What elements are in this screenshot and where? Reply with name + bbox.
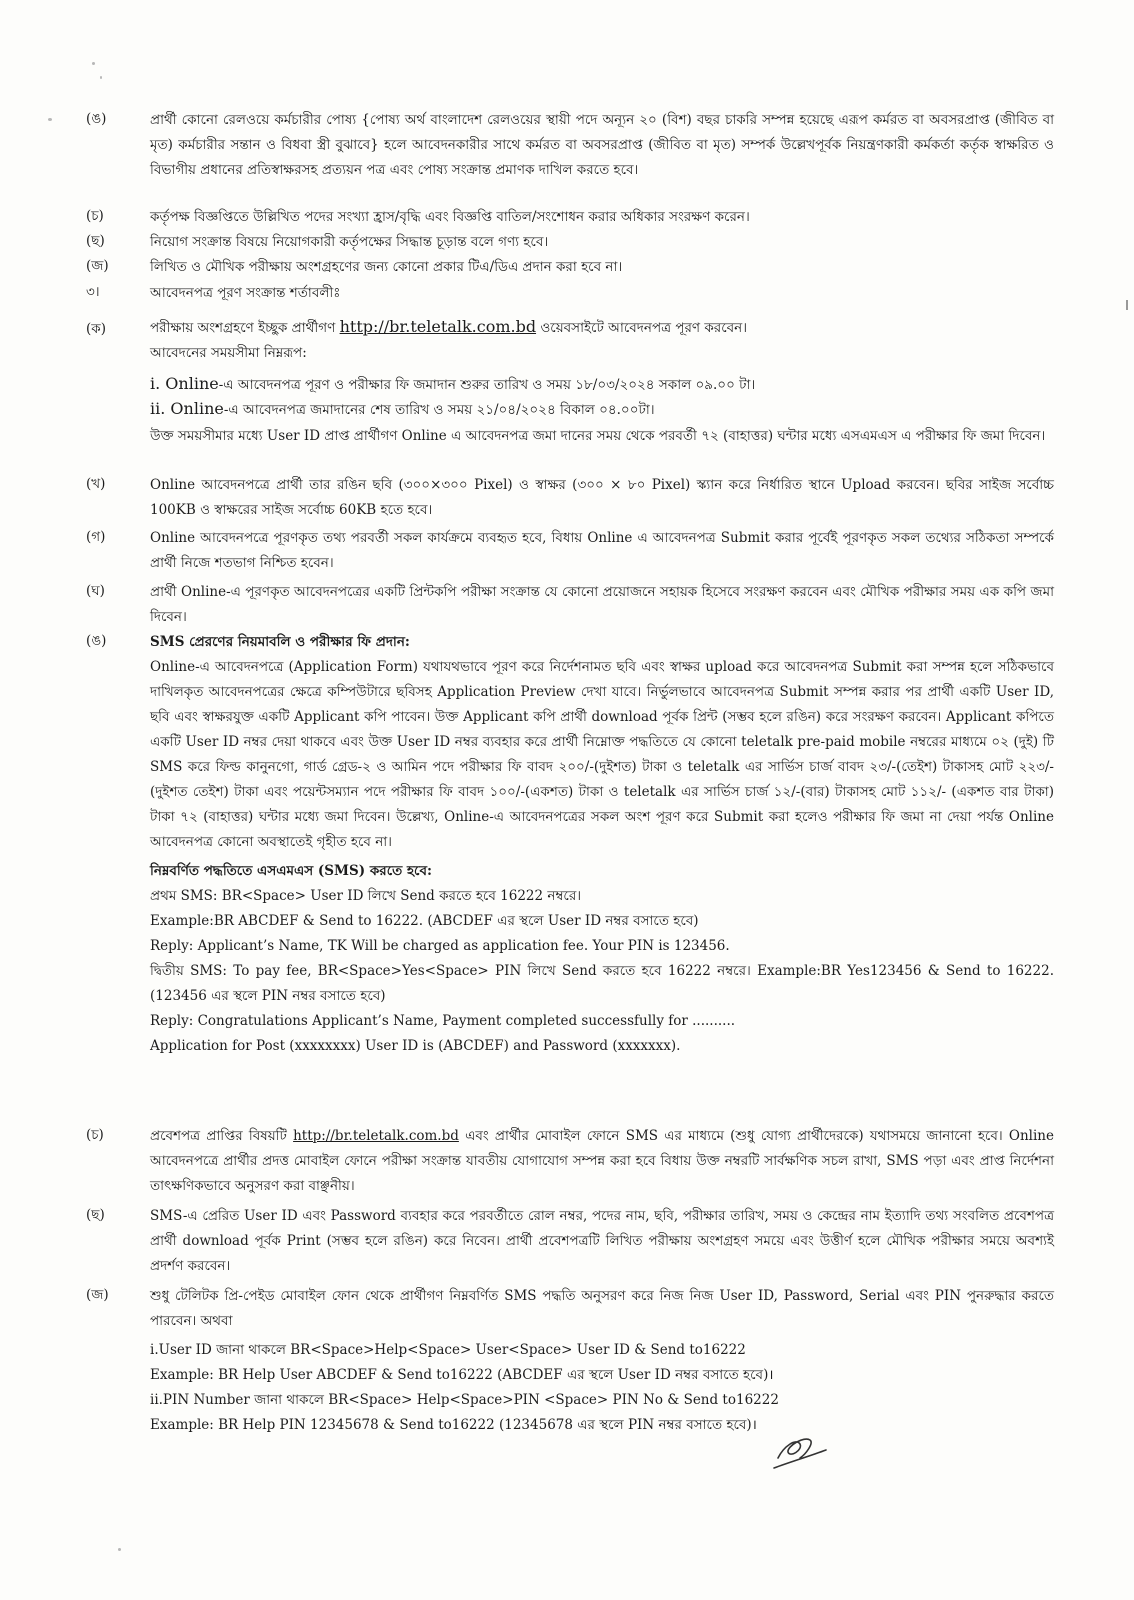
clause-recovery xyxy=(86,1284,1054,1438)
clause-admit-card xyxy=(86,1124,1054,1199)
clause-text: লিখিত ও মৌখিক পরীক্ষায় অংশগ্রহণের জন্য কোনো প্রকার টিএ/ডিএ প্রদান করা হবে না। xyxy=(150,259,623,275)
sms-method-heading: নিম্নবর্ণিত পদ্ধতিতে এসএমএস (SMS) করতে হবে: xyxy=(150,863,432,879)
scan-edge-mark xyxy=(1126,300,1128,310)
deadline-prefix: ii. Online xyxy=(150,399,224,418)
schedule-heading: আবেদনের সময়সীমা নিম্নরূপ: xyxy=(150,345,307,361)
clause-text: প্রার্থী কোনো রেলওয়ে কর্মচারীর পোষ্য {পোষ্য অর্থ বাংলাদেশ রেলওয়ের স্থায়ী পদে অন্যূন ২০ (বিশ) বছর চাকরি সম্পন্ন হয়েছে এরূপ কর্মরত বা অবসরপ্রাপ্ত (জীবিত বা মৃত) কর্মচারীর সন্তান ও বিধবা স্ত্রী বুঝাবে} হলে আবেদনকারীর সাথে কর্মরত বা অবসরপ্রাপ্ত (জীবিত বা মৃত) সম্পর্ক উল্লেখপূর্বক নিয়ন্ত্রণকারী কর্মকর্তা কর্তৃক স্বাক্ষরিত ও বিভাগীয় প্রধানের প্রতিস্বাক্ষরসহ প্রত্যয়ন পত্র এবং পোষ্য সংক্রান্ত প্রমাণক দাখিল করতে হবে। xyxy=(150,112,1054,178)
fee-deadline-note: উক্ত সময়সীমার মধ্যে User ID প্রাপ্ত প্রার্থীগণ Online এ আবেদনপত্র জমা দানের সময় থেকে পরবর্তী ৭২ (বাহাত্তর) ঘন্টার মধ্যে এসএমএস এ পরীক্ষার ফি জমা দিবেন। xyxy=(150,428,1046,444)
clause-marker: (ছ) xyxy=(86,233,105,249)
recovery-line: i.User ID জানা থাকলে BR<Space>Help<Space> User<Space> User ID & Send to16222 xyxy=(150,1342,746,1358)
clause-marker: (ঘ) xyxy=(86,583,105,599)
clause-sms xyxy=(86,630,1054,1059)
deadline-start xyxy=(150,372,1054,397)
deadline-text: -এ আবেদনপত্র পূরণ ও পরীক্ষার ফি জমাদান শুরুর তারিখ ও সময় ১৮/০৩/২০২৪ সকাল ০৯.০০ টা। xyxy=(218,377,756,393)
deadline-text: -এ আবেদনপত্র জমাদানের শেষ তারিখ ও সময় ২১/০৪/২০২৪ বিকাল ০৪.০০টা। xyxy=(223,402,655,418)
recovery-line: Example: BR Help PIN 12345678 & Send to16222 (12345678 এর স্থলে PIN নম্বর বসাতে হবে)। xyxy=(150,1417,757,1433)
clause-text: প্রবেশপত্র প্রাপ্তির বিষয়টি xyxy=(150,1128,287,1144)
clause-text: প্রার্থী Online-এ পূরণকৃত আবেদনপত্রের একটি প্রিন্টকপি পরীক্ষা সংক্রান্ত যে কোনো প্রয়োজনে সহায়ক হিসেবে সংরক্ষণ করবেন এবং মৌখিক পরীক্ষার সময় এক কপি জমা দিবেন। xyxy=(150,584,1054,625)
clause-marker: (ঙ) xyxy=(86,633,107,649)
clause-marker: (ছ) xyxy=(86,1207,105,1223)
clause-marker: (খ) xyxy=(86,476,106,492)
clause-marker: (চ) xyxy=(86,208,104,224)
recovery-line: ii.PIN Number জানা থাকলে BR<Space> Help<Space>PIN <Space> PIN No & Send to16222 xyxy=(150,1392,779,1408)
clause-chha xyxy=(86,230,1054,255)
clause-text: নিয়োগ সংক্রান্ত বিষয়ে নিয়োগকারী কর্তৃপক্ষের সিদ্ধান্ত চূড়ান্ত বলে গণ্য হবে। xyxy=(150,234,549,250)
clause-text: SMS-এ প্রেরিত User ID এবং Password ব্যবহার করে পরবর্তীতে রোল নম্বর, পদের নাম, ছবি, পরীক্ষার তারিখ, সময় ও কেন্দ্রের নাম ইত্যাদি তথ্য সংবলিত প্রবেশপত্র প্রার্থী download পূর্বক Print (সম্ভব হলে রঙিন) করে নিবেন। প্রার্থী প্রবেশপত্রটি লিখিত পরীক্ষায় অংশগ্রহণ সময়ে এবং উত্তীর্ণ হলে মৌখিক পরীক্ষার সময়ে অবশ্যই প্রদর্শণ করবেন। xyxy=(150,1208,1054,1274)
sms-rules-heading: SMS প্রেরণের নিয়মাবলি ও পরীক্ষার ফি প্রদান: xyxy=(150,634,410,650)
scan-speck xyxy=(48,118,52,121)
clause-marker: (জ) xyxy=(86,258,109,274)
clause-text: ওয়েবসাইটে আবেদনপত্র পূরণ করবেন। xyxy=(540,320,748,336)
teletalk-url-link[interactable]: http://br.teletalk.com.bd xyxy=(293,1128,459,1144)
sms-reply-line: Application for Post (xxxxxxxx) User ID is (ABCDEF) and Password (xxxxxxx). xyxy=(150,1038,681,1054)
second-sms-instruction: দ্বিতীয় SMS: To pay fee, BR<Space>Yes<Space> PIN লিখে Send করতে হবে 16222 নম্বরে। Example:BR Yes123456 & Send to 16222. (123456 এর স্থলে PIN নম্বর বসাতে হবে) xyxy=(150,963,1054,1004)
clause-marker: (চ) xyxy=(86,1127,104,1143)
teletalk-url-link[interactable]: http://br.teletalk.com.bd xyxy=(339,317,537,336)
clause-marker: (ক) xyxy=(86,321,106,337)
clause-kha xyxy=(86,473,1054,523)
clause-ja xyxy=(86,255,1054,280)
clause-text: Online আবেদনপত্রে পূরণকৃত তথ্য পরবর্তী সকল কার্যক্রমে ব্যবহৃত হবে, বিধায় Online এ আবেদনপত্র Submit করার পূর্বেই পূরণকৃত সকল তথ্যের সঠিকতা সম্পর্কে প্রার্থী নিজে শতভাগ নিশ্চিত হবেন। xyxy=(150,530,1054,571)
clause-text: কর্তৃপক্ষ বিজ্ঞপ্তিতে উল্লিখিত পদের সংখ্যা হ্রাস/বৃদ্ধি এবং বিজ্ঞপ্তি বাতিল/সংশোধন করার অধিকার সংরক্ষণ করেন। xyxy=(150,209,750,225)
clause-gha xyxy=(86,580,1054,630)
handwritten-signature xyxy=(770,1428,830,1472)
clause-download-admit xyxy=(86,1204,1054,1279)
scan-speck xyxy=(118,1548,121,1551)
deadline-prefix: i. Online xyxy=(150,374,219,393)
section-title: আবেদনপত্র পূরণ সংক্রান্ত শর্তাবলীঃ xyxy=(150,285,341,301)
deadline-end xyxy=(150,397,1054,422)
clause-marker: (জ) xyxy=(86,1287,109,1303)
clause-uma xyxy=(86,108,1054,183)
clause-text: পরীক্ষায় অংশগ্রহণে ইচ্ছুক প্রার্থীগণ xyxy=(150,320,336,336)
clause-marker: (ঙ) xyxy=(86,111,107,127)
recovery-line: Example: BR Help User ABCDEF & Send to16222 (ABCDEF এর স্থলে User ID নম্বর বসাতে হবে)। xyxy=(150,1367,774,1383)
sms-reply-line: Reply: Congratulations Applicant’s Name, Payment completed successfully for .......... xyxy=(150,1013,736,1029)
sms-instruction-line: প্রথম SMS: BR<Space> User ID লিখে Send করতে হবে 16222 নম্বরে। xyxy=(150,888,582,904)
clause-text: শুধু টেলিটক প্রি-পেইড মোবাইল ফোন থেকে প্রার্থীগণ নিম্নবর্ণিত SMS পদ্ধতি অনুসরণ করে নিজ নিজ User ID, Password, Serial এবং PIN পুনরুদ্ধার করতে পারবেন। অথবা xyxy=(150,1288,1054,1329)
section-number: ৩। xyxy=(86,284,100,300)
sms-instruction-line: Reply: Applicant’s Name, TK Will be charged as application fee. Your PIN is 123456. xyxy=(150,938,730,954)
scan-speck xyxy=(92,62,95,65)
clause-ka xyxy=(86,314,1054,449)
clause-text: এবং প্রার্থীর মোবাইল ফোনে SMS এর মাধ্যমে (শুধু যোগ্য প্রার্থীদেরকে) যথাসময়ে জানানো হবে। Online আবেদনপত্রে প্রার্থীর প্রদত্ত মোবাইল ফোনে পরীক্ষা সংক্রান্ত যাবতীয় যোগাযোগ সম্পন্ন করা হবে বিধায় উক্ত নম্বরটি সার্বক্ষণিক সচল রাখা, SMS পড়া এবং প্রাপ্ত নির্দেশনা তাৎক্ষণিকভাবে অনুসরণ করা বাঞ্ছনীয়। xyxy=(150,1128,1054,1194)
sms-rules-paragraph: Online-এ আবেদনপত্রে (Application Form) যথাযথভাবে পূরণ করে নির্দেশনামত ছবি এবং স্বাক্ষর upload করে আবেদনপত্র Submit করা সম্পন্ন হলে সঠিকভাবে দাখিলকৃত আবেদনপত্রের ক্ষেত্রে কম্পিউটারে ছবিসহ Application Preview দেখা যাবে। নির্ভুলভাবে আবেদনপত্র Submit সম্পন্ন করার পর প্রার্থী একটি User ID, ছবি এবং স্বাক্ষরযুক্ত একটি Applicant কপি পাবেন। উক্ত Applicant কপি প্রার্থী download পূর্বক প্রিন্ট (সম্ভব হলে রঙিন) করে সংরক্ষণ করবেন। Applicant কপিতে একটি User ID নম্বর দেয়া থাকবে এবং উক্ত User ID নম্বর ব্যবহার করে প্রার্থী নিম্নোক্ত পদ্ধতিতে যে কোনো teletalk pre-paid mobile নম্বরের মাধ্যমে ০২ (দুই) টি SMS করে ফিল্ড কানুনগো, গার্ড গ্রেড-২ ও আমিন পদে পরীক্ষার ফি বাবদ ২০০/-(দুইশত) টাকা ও teletalk এর সার্ভিস চার্জ বাবদ ২৩/-(তেইশ) টাকাসহ মোট ২২৩/- (দুইশত তেইশ) টাকা এবং পয়েন্টসম্যান পদে পরীক্ষার ফি বাবদ ১০০/-(একশত) টাকা ও teletalk এর সার্ভিস চার্জ ১২/-(বার) টাকাসহ মোট ১১২/- (একশত বার টাকা) টাকা ৭২ (বাহাত্তর) ঘন্টার মধ্যে জমা দিবেন। উল্লেখ্য, Online-এ আবেদনপত্রের সকল অংশ পূরণ করে Submit করা হলেও পরীক্ষার ফি জমা না দেয়া পর্যন্ত Online আবেদনপত্র কোনো অবস্থাতেই গৃহীত হবে না। xyxy=(150,659,1054,850)
scan-speck xyxy=(100,76,102,79)
clause-ga xyxy=(86,526,1054,576)
clause-cha xyxy=(86,205,1054,230)
clause-text: Online আবেদনপত্রে প্রার্থী তার রঙিন ছবি (৩০০×৩০০ Pixel) ও স্বাক্ষর (৩০০ × ৮০ Pixel) স্ক্যান করে নির্ধারিত স্থানে Upload করবেন। ছবির সাইজ সর্বোচ্চ 100KB ও স্বাক্ষরের সাইজ সর্বোচ্চ 60KB হতে হবে। xyxy=(150,477,1054,518)
sms-instruction-line: Example:BR ABCDEF & Send to 16222. (ABCDEF এর স্থলে User ID নম্বর বসাতে হবে) xyxy=(150,913,699,929)
section-3-heading xyxy=(86,281,1054,306)
clause-marker: (গ) xyxy=(86,529,106,545)
